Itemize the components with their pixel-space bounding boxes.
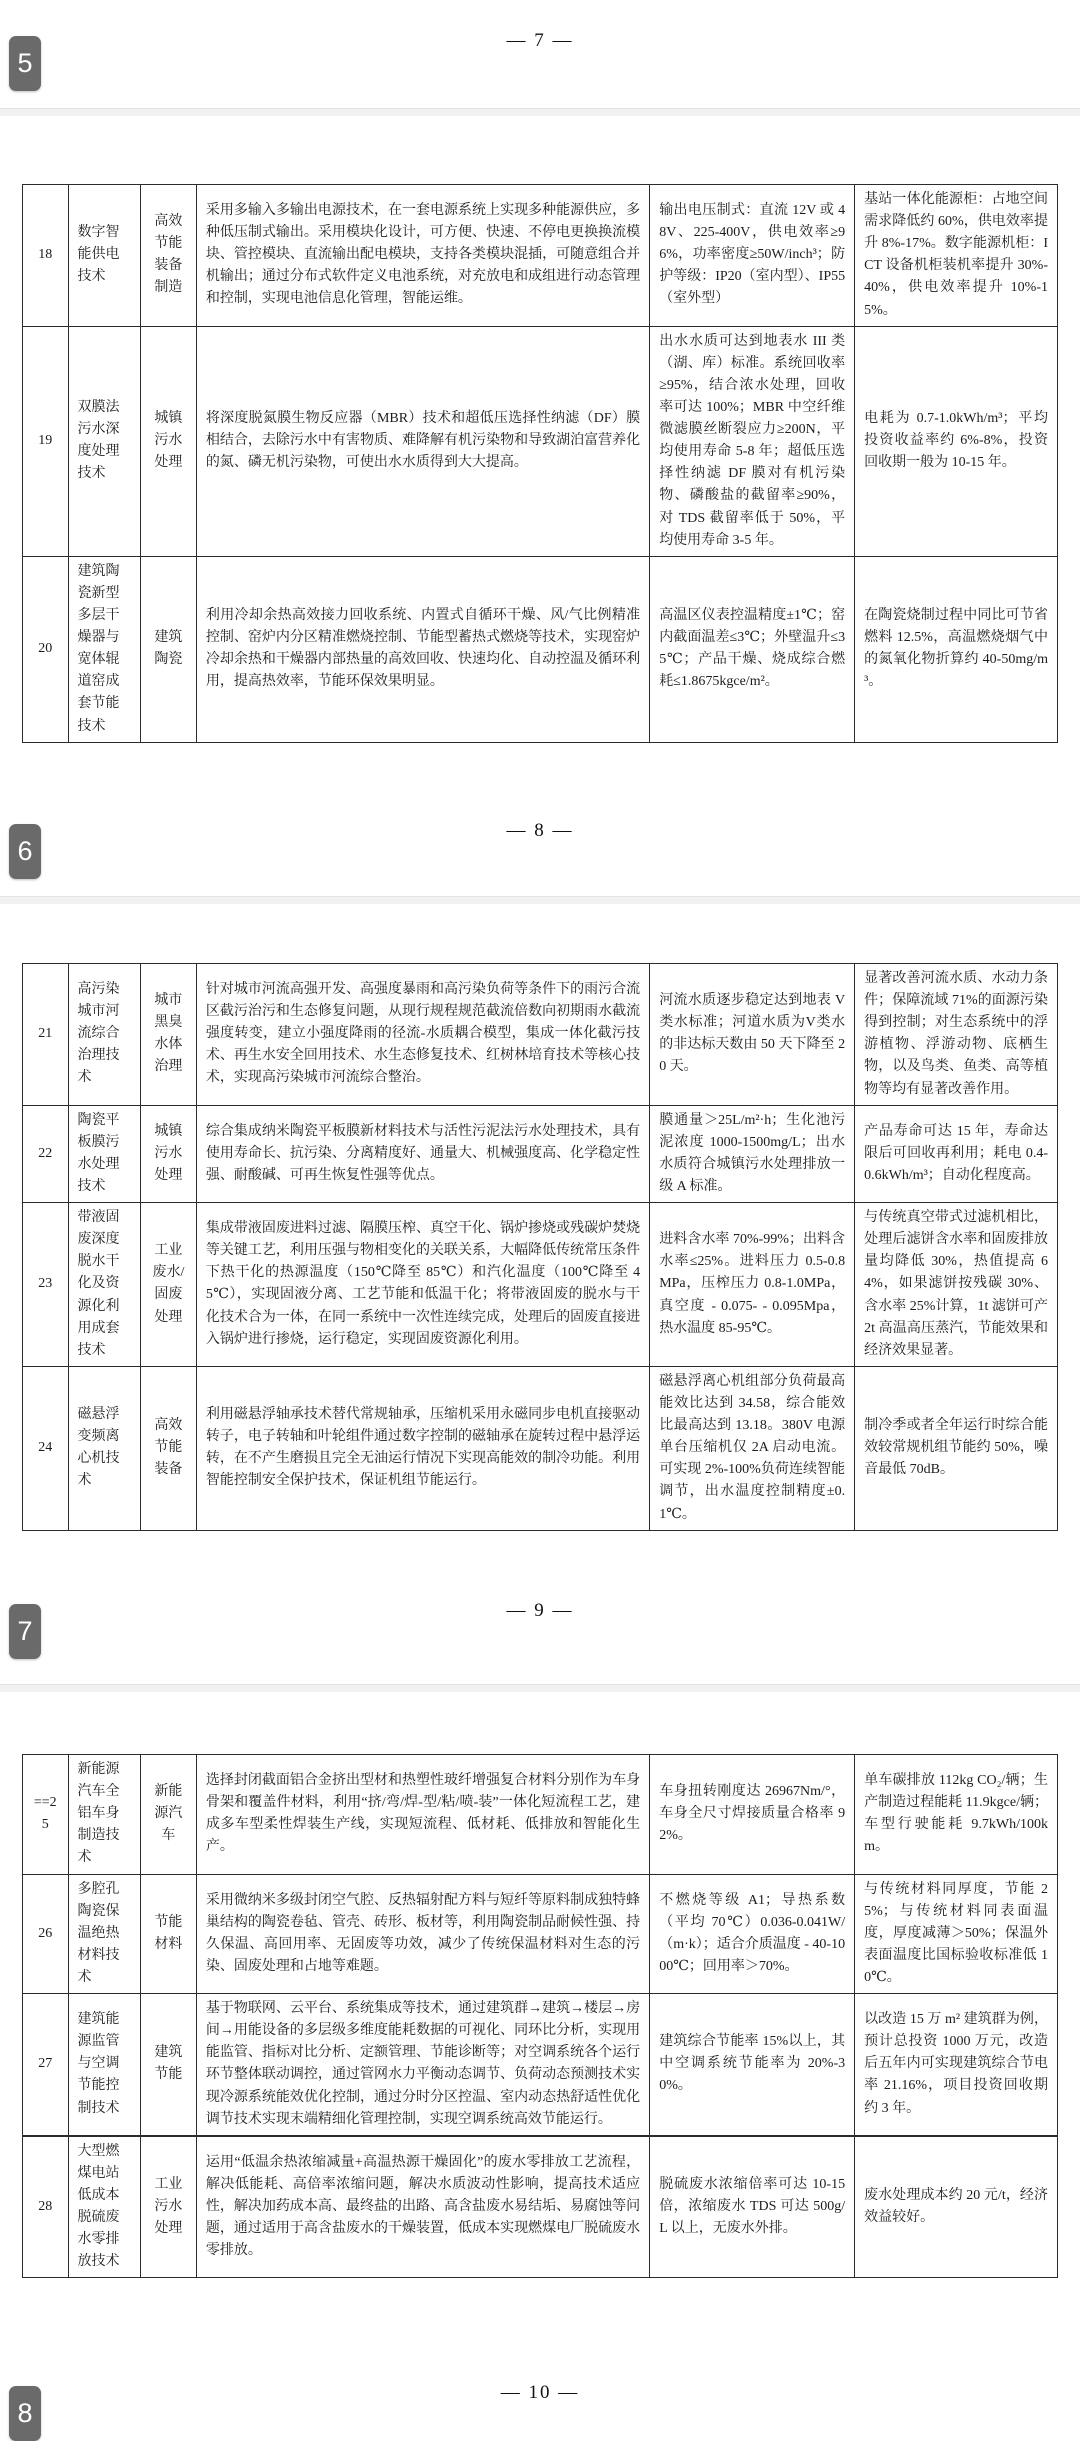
tech-indicators-cell: 河流水质逐步稳定达到地表 V 类水标准；河道水质为V类水的非达标天数由 50 天下降至 20 天。 <box>650 964 855 1106</box>
table-row <box>23 1203 1058 1367</box>
tech-description-cell: 运用“低温余热浓缩减量+高温热源干燥固化”的废水零排放工艺流程，解决低能耗、高倍率浓缩问题，解决水质波动性影响，提高技术适应性，解决加药成本高、最终盐的出路、高含盐废水易结垢、易腐蚀等问题，通过适用于高含盐废水的干燥装置，低成本实现燃煤电厂脱硫废水零排放。 <box>196 2136 649 2278</box>
application-effect-cell: 显著改善河流水质、水动力条件；保障流域 71%的面源污染得到控制；对生态系统中的浮游植物、浮游动物、底栖生物，以及鸟类、鱼类、高等植物等均有显著改善作用。 <box>855 964 1058 1106</box>
tech-name-cell: 数字智能供电技术 <box>68 185 140 327</box>
row-number-cell: 19 <box>23 326 69 556</box>
table-row <box>23 1994 1058 2136</box>
tech-category-cell: 高效节能装备 <box>140 1366 196 1530</box>
application-effect-cell: 制冷季或者全年运行时综合能效较常规机组节能约 50%，噪音最低 70dB。 <box>855 1366 1058 1530</box>
page-number-footer: — 10 — <box>500 2382 580 2403</box>
tech-name-cell: 高污染城市河流综合治理技术 <box>68 964 140 1106</box>
page-badge: 8 <box>9 2386 41 2441</box>
tech-indicators-cell: 膜通量＞25L/m²·h；生化池污泥浓度 1000-1500mg/L；出水水质符合城镇污水处理排放一级 A 标准。 <box>650 1105 855 1202</box>
tech-table <box>22 1754 1058 2278</box>
tech-name-cell: 新能源汽车全铝车身制造技术 <box>68 1755 140 1875</box>
application-effect-cell: 在陶瓷烧制过程中同比可节省燃料 12.5%，高温燃烧烟气中的氮氧化物折算约 40-50mg/m³。 <box>855 556 1058 742</box>
row-number-cell: 26 <box>23 1874 69 1994</box>
page-separator <box>0 896 1080 904</box>
application-effect-cell: 产品寿命可达 15 年，寿命达限后可回收再利用；耗电 0.4-0.6kWh/m³；自动化程度高。 <box>855 1105 1058 1202</box>
tech-description-cell: 采用多输入多输出电源技术，在一套电源系统上实现多种能源供应，多种低压制式输出。采用模块化设计，可方便、快速、不停电更换换流模块、管控模块、直流输出配电模块，支持各类模块混插，可随意组合并机输出；通过分布式软件定义电池系统，对充放电和成组进行动态管理和控制，实现电池信息化管理，智能运维。 <box>196 185 649 327</box>
tech-description-cell: 利用磁悬浮轴承技术替代常规轴承，压缩机采用永磁同步电机直接驱动转子，电子转轴和叶轮组件通过数字控制的磁轴承在旋转过程中悬浮运转，在不产生磨损且完全无油运行情况下实现高能效的制冷功能。利用智能控制安全保护技术，保证机组节能运行。 <box>196 1366 649 1530</box>
tech-category-cell: 城市黑臭水体治理 <box>140 964 196 1106</box>
table-row <box>23 1874 1058 1994</box>
application-effect-cell: 以改造 15 万 m² 建筑群为例，预计总投资 1000 万元，改造后五年内可实现建筑综合节电率 21.16%，项目投资回收期约 3 年。 <box>855 1994 1058 2136</box>
row-number-cell: 28 <box>23 2136 69 2278</box>
page-number-footer: — 9 — <box>506 1600 574 1621</box>
page-badge: 5 <box>9 36 41 91</box>
tech-category-cell: 新能源汽车 <box>140 1755 196 1875</box>
table-row <box>23 1755 1058 1875</box>
table-row <box>23 185 1058 327</box>
tech-name-cell: 大型燃煤电站低成本脱硫废水零排放技术 <box>68 2136 140 2278</box>
tech-table <box>22 963 1058 1531</box>
application-effect-cell: 废水处理成本约 20 元/t，经济效益较好。 <box>855 2136 1058 2278</box>
tech-name-cell: 多腔孔陶瓷保温绝热材料技术 <box>68 1874 140 1994</box>
application-effect-cell: 电耗为 0.7-1.0kWh/m³；平均投资收益率约 6%-8%，投资回收期一般为 10-15 年。 <box>855 326 1058 556</box>
tech-description-cell: 利用冷却余热高效接力回收系统、内置式自循环干燥、风/气比例精准控制、窑炉内分区精准燃烧控制、节能型蓄热式燃烧等技术，实现窑炉冷却余热和干燥器内部热量的高效回收、快速均化、自动控温及循环利用，提高热效率，节能环保效果明显。 <box>196 556 649 742</box>
tech-indicators-cell: 出水水质可达到地表水 III 类（湖、库）标准。系统回收率≥95%，结合浓水处理，回收率可达 100%；MBR 中空纤维微滤膜丝断裂应力≥200N，平均使用寿命 5-8 年；超低压选择性纳滤 DF 膜对有机污染物、磷酸盐的截留率≥90%，对 TDS 截留率低于 50%，平均使用寿命 3-5 年。 <box>650 326 855 556</box>
application-effect-cell: 基站一体化能源柜：占地空间需求降低约 60%，供电效率提升 8%-17%。数字能源机柜：ICT 设备机柜装机率提升 30%-40%，供电效率提升 10%-15%。 <box>855 185 1058 327</box>
application-effect-cell: 与传统材料同厚度，节能 25%；与传统材料同表面温度，厚度减薄＞50%；保温外表面温度比国标验收标准低 10℃。 <box>855 1874 1058 1994</box>
tech-description-cell: 综合集成纳米陶瓷平板膜新材料技术与活性污泥法污水处理技术，具有使用寿命长、抗污染、分离精度好、通量大、机械强度高、化学稳定性强、耐酸碱、可再生恢复性强等优点。 <box>196 1105 649 1202</box>
tech-name-cell: 带液固废深度脱水干化及资源化利用成套技术 <box>68 1203 140 1367</box>
tech-category-cell: 节能材料 <box>140 1874 196 1994</box>
tech-category-cell: 建筑节能 <box>140 1994 196 2136</box>
row-number-cell: 24 <box>23 1366 69 1530</box>
tech-description-cell: 采用微纳米多级封闭空气腔、反热辐射配方料与短纤等原料制成独特蜂巢结构的陶瓷卷毡、管壳、砖形、板材等，利用陶瓷制品耐候性强、持久保温、高回用率、无固废等功效，减少了传统保温材料对生态的污染、固废处理和占地等难题。 <box>196 1874 649 1994</box>
tech-indicators-cell: 脱硫废水浓缩倍率可达 10-15 倍，浓缩废水 TDS 可达 500g/L 以上，无废水外排。 <box>650 2136 855 2278</box>
row-number-cell: 22 <box>23 1105 69 1202</box>
table-row <box>23 326 1058 556</box>
tech-description-cell: 集成带液固废进料过滤、隔膜压榨、真空干化、锅炉掺烧或残碳炉焚烧等关键工艺，利用压强与物相变化的关联关系，大幅降低传统常压条件下热干化的热源温度（150℃降至 85℃）和汽化温度（100℃降至 45℃），实现固液分离、工艺节能和低温干化；将带液固废的脱水与干化技术合为一体，在同一系统中一次性连续完成，处理后的固废直接进入锅炉进行掺烧，运行稳定，实现固废资源化利用。 <box>196 1203 649 1367</box>
row-number-cell: 20 <box>23 556 69 742</box>
table-row <box>23 2136 1058 2278</box>
tech-category-cell: 城镇污水处理 <box>140 1105 196 1202</box>
tech-description-cell: 针对城市河流高强开发、高强度暴雨和高污染负荷等条件下的雨污合流区截污治污和生态修复问题，从现行规程规范截流倍数向初期雨水截流强度转变，建立小强度降雨的径流-水质耦合模型，集成一体化截污技术、再生水安全回用技术、水生态修复技术、红树林培育技术等核心技术，实现高污染城市河流综合整治。 <box>196 964 649 1106</box>
application-effect-cell: 与传统真空带式过滤机相比，处理后滤饼含水率和固废排放量均降低 30%，热值提高 64%，如果滤饼按残碳 30%、含水率 25%计算，1t 滤饼可产 2t 高温高压蒸汽，节能效果和经济效果显著。 <box>855 1203 1058 1367</box>
table-row <box>23 964 1058 1106</box>
tech-description-cell: 选择封闭截面铝合金挤出型材和热塑性玻纤增强复合材料分别作为车身骨架和覆盖件材料，利用“挤/弯/焊-型/粘/喷-装”一体化短流程工艺，建成多车型柔性焊装生产线，实现短流程、低材耗、低排放和智能化生产。 <box>196 1755 649 1875</box>
tech-indicators-cell: 车身扭转刚度达 26967Nm/°，车身全尺寸焊接质量合格率 92%。 <box>650 1755 855 1875</box>
row-number-cell: 21 <box>23 964 69 1106</box>
application-effect-cell: 单车碳排放 112kg CO₂/辆；生产制造过程能耗 11.9kgce/辆；车型行驶能耗 9.7kWh/100km。 <box>855 1755 1058 1875</box>
tech-category-cell: 城镇污水处理 <box>140 326 196 556</box>
tech-indicators-cell: 进料含水率 70%-99%；出料含水率≤25%。进料压力 0.5-0.8MPa，压榨压力 0.8-1.0MPa，真空度 - 0.075- - 0.095Mpa，热水温度 85-95℃。 <box>650 1203 855 1367</box>
table-row <box>23 1366 1058 1530</box>
tech-category-cell: 工业污水处理 <box>140 2136 196 2278</box>
tech-name-cell: 双膜法污水深度处理技术 <box>68 326 140 556</box>
table-row <box>23 1105 1058 1202</box>
tech-category-cell: 建筑陶瓷 <box>140 556 196 742</box>
tech-description-cell: 基于物联网、云平台、系统集成等技术，通过建筑群→建筑→楼层→房间→用能设备的多层级多维度能耗数据的可视化、同环比分析，实现用能监管、指标对比分析、定额管理、节能诊断等；对空调系统各个运行环节整体联动调控，通过管网水力平衡动态调节、负荷动态预测技术实现冷源系统能效优化控制，通过分时分区控温、室内动态热舒适性优化调节技术实现末端精细化管理控制，实现空调系统高效节能运行。 <box>196 1994 649 2136</box>
row-number-cell: 27 <box>23 1994 69 2136</box>
page-number-footer: — 8 — <box>506 820 574 841</box>
tech-name-cell: 陶瓷平板膜污水处理技术 <box>68 1105 140 1202</box>
tech-table <box>22 184 1058 743</box>
tech-indicators-cell: 高温区仪表控温精度±1℃；窑内截面温差≤3℃；外壁温升≤35℃；产品干燥、烧成综合燃耗≤1.8675kgce/m²。 <box>650 556 855 742</box>
page-number-footer: — 7 — <box>506 30 574 51</box>
tech-indicators-cell: 输出电压制式：直流 12V 或 48V、225-400V，供电效率≥96%，功率密度≥50W/inch³；防护等级：IP20（室内型）、IP55（室外型） <box>650 185 855 327</box>
page-separator <box>0 1684 1080 1692</box>
row-number-cell: ==25 <box>23 1755 69 1875</box>
table-row <box>23 556 1058 742</box>
tech-description-cell: 将深度脱氮膜生物反应器（MBR）技术和超低压选择性纳滤（DF）膜相结合，去除污水中有害物质、难降解有机污染物和导致湖泊富营养化的氮、磷无机污染物，可使出水水质得到大大提高。 <box>196 326 649 556</box>
tech-indicators-cell: 建筑综合节能率 15%以上，其中空调系统节能率为 20%-30%。 <box>650 1994 855 2136</box>
page-separator <box>0 108 1080 116</box>
row-number-cell: 23 <box>23 1203 69 1367</box>
tech-indicators-cell: 不燃烧等级 A1；导热系数（平均 70℃）0.036-0.041W/（m·k）；适合介质温度 - 40-1000℃；回用率＞70%。 <box>650 1874 855 1994</box>
row-number-cell: 18 <box>23 185 69 327</box>
tech-name-cell: 建筑能源监管与空调节能控制技术 <box>68 1994 140 2136</box>
page-badge: 7 <box>9 1604 41 1659</box>
page-badge: 6 <box>9 824 41 879</box>
tech-category-cell: 高效节能装备制造 <box>140 185 196 327</box>
tech-indicators-cell: 磁悬浮离心机组部分负荷最高能效比达到 34.58，综合能效比最高达到 13.18。380V 电源单台压缩机仅 2A 启动电流。可实现 2%-100%负荷连续智能调节，出水温度控制精度±0.1℃。 <box>650 1366 855 1530</box>
tech-name-cell: 磁悬浮变频离心机技术 <box>68 1366 140 1530</box>
tech-name-cell: 建筑陶瓷新型多层干燥器与宽体辊道窑成套节能技术 <box>68 556 140 742</box>
tech-category-cell: 工业废水/固废处理 <box>140 1203 196 1367</box>
